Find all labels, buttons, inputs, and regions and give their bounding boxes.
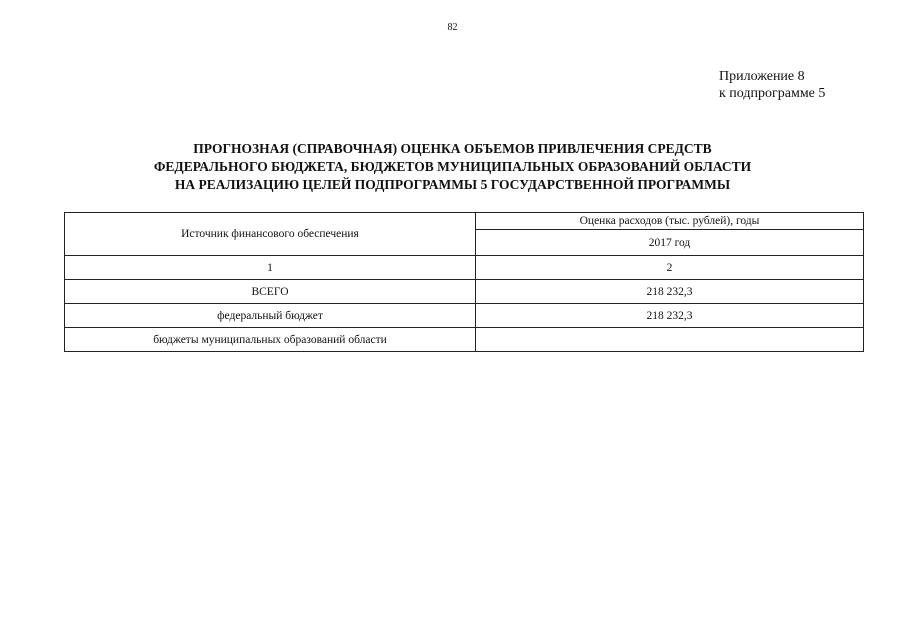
header-row xyxy=(65,213,864,230)
row-value: 218 232,3 xyxy=(476,304,864,328)
table-row xyxy=(65,304,864,328)
table-row xyxy=(65,328,864,352)
document-title xyxy=(0,140,905,194)
title-line-1: ПРОГНОЗНАЯ (СПРАВОЧНАЯ) ОЦЕНКА ОБЪЕМОВ ПРИВЛЕЧЕНИЯ СРЕДСТВ xyxy=(193,141,712,156)
column-number-2: 2 xyxy=(476,256,864,280)
header-estimate: Оценка расходов (тыс. рублей), годы xyxy=(476,213,864,230)
row-source: бюджеты муниципальных образований области xyxy=(65,328,476,352)
header-year: 2017 год xyxy=(476,230,864,256)
header-source: Источник финансового обеспечения xyxy=(65,213,476,256)
table-row xyxy=(65,280,864,304)
funding-table xyxy=(64,212,864,352)
appendix-note xyxy=(719,68,825,102)
title-line-3: НА РЕАЛИЗАЦИЮ ЦЕЛЕЙ ПОДПРОГРАММЫ 5 ГОСУДАРСТВЕННОЙ ПРОГРАММЫ xyxy=(174,177,731,192)
column-number-row xyxy=(65,256,864,280)
column-number-1: 1 xyxy=(65,256,476,280)
row-source: федеральный бюджет xyxy=(65,304,476,328)
appendix-line-2: к подпрограмме 5 xyxy=(719,86,826,101)
row-value: 218 232,3 xyxy=(476,280,864,304)
appendix-line-1: Приложение 8 xyxy=(719,69,805,84)
title-line-2: ФЕДЕРАЛЬНОГО БЮДЖЕТА, БЮДЖЕТОВ МУНИЦИПАЛЬНЫХ ОБРАЗОВАНИЙ ОБЛАСТИ xyxy=(153,159,752,174)
row-source: ВСЕГО xyxy=(65,280,476,304)
page-number: 82 xyxy=(447,22,458,33)
row-value xyxy=(476,328,864,352)
